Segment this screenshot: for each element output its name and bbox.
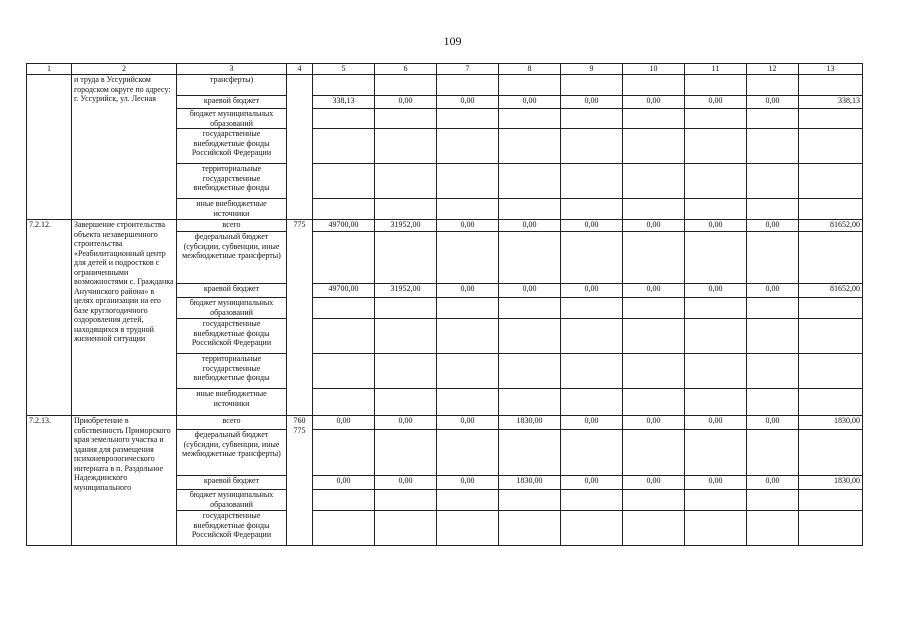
value-cell: 0,00 (685, 96, 747, 109)
value-cell (375, 430, 437, 476)
value-cell (437, 354, 499, 389)
col-header: 4 (287, 64, 313, 75)
value-cell (437, 490, 499, 511)
value-cell (799, 129, 863, 164)
value-cell (685, 298, 747, 319)
value-cell (375, 511, 437, 546)
value-cell (437, 511, 499, 546)
value-cell (747, 199, 799, 220)
value-cell (437, 430, 499, 476)
value-cell: 1830,00 (799, 476, 863, 490)
value-cell: 49700,00 (313, 220, 375, 232)
budget-table (26, 63, 863, 546)
value-cell (685, 490, 747, 511)
funding-source: бюджет муниципальных образований (177, 490, 287, 511)
value-cell (623, 430, 685, 476)
value-cell: 0,00 (561, 284, 623, 298)
table-row (27, 416, 863, 430)
value-cell (685, 164, 747, 199)
value-cell (799, 319, 863, 354)
value-cell (375, 129, 437, 164)
value-cell (623, 164, 685, 199)
value-cell: 0,00 (313, 476, 375, 490)
value-cell (799, 199, 863, 220)
grbs-code (287, 75, 313, 220)
value-cell: 0,00 (623, 284, 685, 298)
value-cell (623, 109, 685, 129)
value-cell (437, 232, 499, 284)
value-cell (623, 298, 685, 319)
value-cell: 0,00 (499, 220, 561, 232)
value-cell (375, 389, 437, 416)
value-cell: 0,00 (375, 416, 437, 430)
value-cell (313, 75, 375, 96)
value-cell: 0,00 (437, 476, 499, 490)
col-header: 9 (561, 64, 623, 75)
value-cell (561, 511, 623, 546)
value-cell: 31952,00 (375, 284, 437, 298)
col-header: 6 (375, 64, 437, 75)
value-cell (437, 75, 499, 96)
header-row (27, 64, 863, 75)
funding-source: всего (177, 416, 287, 430)
value-cell (313, 199, 375, 220)
funding-source: федеральный бюджет (субсидии, субвенции, иные межбюджетные трансферты) (177, 430, 287, 476)
value-cell: 1830,00 (499, 416, 561, 430)
value-cell (499, 511, 561, 546)
value-cell (499, 389, 561, 416)
value-cell: 0,00 (685, 416, 747, 430)
value-cell: 1830,00 (799, 416, 863, 430)
value-cell (799, 430, 863, 476)
value-cell (623, 232, 685, 284)
value-cell (375, 109, 437, 129)
value-cell (747, 319, 799, 354)
value-cell (747, 389, 799, 416)
value-cell (313, 430, 375, 476)
value-cell (499, 129, 561, 164)
value-cell (313, 129, 375, 164)
value-cell: 0,00 (437, 220, 499, 232)
value-cell (499, 490, 561, 511)
section-code: 7.2.12. (27, 220, 72, 416)
funding-source: трансферты) (177, 75, 287, 96)
value-cell (313, 490, 375, 511)
value-cell (561, 354, 623, 389)
value-cell: 0,00 (685, 220, 747, 232)
value-cell (375, 232, 437, 284)
funding-source: государственные внебюджетные фонды Российской Федерации (177, 319, 287, 354)
value-cell (499, 298, 561, 319)
value-cell (375, 164, 437, 199)
value-cell: 0,00 (747, 416, 799, 430)
value-cell: 0,00 (375, 96, 437, 109)
value-cell (561, 389, 623, 416)
table-body (27, 75, 863, 546)
section-description: Приобретение в собственность Приморского края земельного участка и здания для размещения психоневрологического интерната в п. Раздольное Надеждинского муниципального (72, 416, 177, 546)
value-cell (561, 490, 623, 511)
value-cell: 31952,00 (375, 220, 437, 232)
value-cell: 0,00 (561, 96, 623, 109)
funding-source: краевой бюджет (177, 476, 287, 490)
value-cell (747, 75, 799, 96)
value-cell (747, 164, 799, 199)
value-cell (313, 164, 375, 199)
value-cell (799, 490, 863, 511)
funding-source: федеральный бюджет (субсидии, субвенции, иные межбюджетные трансферты) (177, 232, 287, 284)
value-cell (437, 109, 499, 129)
value-cell (313, 354, 375, 389)
value-cell (623, 129, 685, 164)
value-cell (623, 490, 685, 511)
value-cell (685, 109, 747, 129)
funding-source: иные внебюджетные источники (177, 389, 287, 416)
value-cell: 0,00 (747, 220, 799, 232)
value-cell: 0,00 (685, 476, 747, 490)
value-cell (685, 129, 747, 164)
value-cell (623, 75, 685, 96)
value-cell (375, 298, 437, 319)
col-header: 10 (623, 64, 685, 75)
value-cell: 0,00 (561, 476, 623, 490)
value-cell (799, 164, 863, 199)
value-cell (747, 298, 799, 319)
value-cell: 338,13 (313, 96, 375, 109)
value-cell (799, 511, 863, 546)
funding-source: территориальные государственные внебюджетные фонды (177, 164, 287, 199)
table-row (27, 220, 863, 232)
value-cell (561, 129, 623, 164)
value-cell (499, 319, 561, 354)
funding-source: краевой бюджет (177, 96, 287, 109)
value-cell: 81652,00 (799, 284, 863, 298)
value-cell (437, 389, 499, 416)
value-cell (561, 319, 623, 354)
col-header: 7 (437, 64, 499, 75)
value-cell (499, 199, 561, 220)
value-cell (623, 319, 685, 354)
value-cell: 81652,00 (799, 220, 863, 232)
value-cell (561, 298, 623, 319)
value-cell (685, 430, 747, 476)
funding-source: бюджет муниципальных образований (177, 109, 287, 129)
value-cell (747, 232, 799, 284)
value-cell (799, 354, 863, 389)
value-cell (799, 109, 863, 129)
value-cell (561, 232, 623, 284)
value-cell (437, 129, 499, 164)
value-cell (313, 319, 375, 354)
section-description: Завершение строительства объекта незавершенного строительства «Реабилитационный центр для детей и подростков с ограниченными возможностями с. Гражданка Анучинского района» в целях организации на его базе круглогодичного оздоровления детей, находящихся в трудной жизненной ситуации (72, 220, 177, 416)
page-number: 109 (443, 34, 462, 48)
value-cell (799, 298, 863, 319)
col-header: 13 (799, 64, 863, 75)
value-cell (375, 75, 437, 96)
value-cell: 0,00 (623, 416, 685, 430)
value-cell (313, 298, 375, 319)
table-row (27, 75, 863, 96)
value-cell (437, 319, 499, 354)
value-cell: 0,00 (685, 284, 747, 298)
value-cell (747, 129, 799, 164)
value-cell (623, 511, 685, 546)
value-cell (437, 164, 499, 199)
value-cell (437, 298, 499, 319)
value-cell: 0,00 (437, 96, 499, 109)
grbs-code: 775 (287, 220, 313, 416)
value-cell (561, 199, 623, 220)
section-description: и труда в Уссурийском городском округе по адресу: г. Уссурийск, ул. Лесная (72, 75, 177, 220)
value-cell (499, 354, 561, 389)
value-cell: 0,00 (561, 416, 623, 430)
col-header: 12 (747, 64, 799, 75)
funding-source: территориальные государственные внебюджетные фонды (177, 354, 287, 389)
funding-source: государственные внебюджетные фонды Российской Федерации (177, 511, 287, 546)
col-header: 1 (27, 64, 72, 75)
funding-source: бюджет муниципальных образований (177, 298, 287, 319)
value-cell (685, 354, 747, 389)
value-cell (685, 389, 747, 416)
value-cell (313, 109, 375, 129)
value-cell: 0,00 (623, 220, 685, 232)
value-cell (375, 199, 437, 220)
value-cell (313, 389, 375, 416)
value-cell: 0,00 (437, 416, 499, 430)
grbs-code: 760 775 (287, 416, 313, 546)
section-code (27, 75, 72, 220)
value-cell: 0,00 (437, 284, 499, 298)
col-header: 11 (685, 64, 747, 75)
value-cell (747, 109, 799, 129)
value-cell: 0,00 (313, 416, 375, 430)
value-cell (799, 75, 863, 96)
value-cell (747, 511, 799, 546)
value-cell: 0,00 (623, 96, 685, 109)
value-cell (499, 232, 561, 284)
funding-source: всего (177, 220, 287, 232)
value-cell (685, 319, 747, 354)
value-cell (561, 75, 623, 96)
value-cell (799, 232, 863, 284)
funding-source: иные внебюджетные источники (177, 199, 287, 220)
value-cell: 0,00 (747, 476, 799, 490)
col-header: 2 (72, 64, 177, 75)
value-cell (375, 354, 437, 389)
value-cell (623, 199, 685, 220)
value-cell (499, 75, 561, 96)
value-cell: 0,00 (499, 96, 561, 109)
value-cell (375, 319, 437, 354)
value-cell: 0,00 (375, 476, 437, 490)
value-cell (623, 389, 685, 416)
value-cell (799, 389, 863, 416)
value-cell (685, 232, 747, 284)
value-cell (561, 164, 623, 199)
col-header: 8 (499, 64, 561, 75)
value-cell (499, 164, 561, 199)
value-cell (375, 490, 437, 511)
value-cell (499, 109, 561, 129)
value-cell: 0,00 (747, 284, 799, 298)
col-header: 5 (313, 64, 375, 75)
value-cell (685, 199, 747, 220)
value-cell (313, 511, 375, 546)
value-cell (437, 199, 499, 220)
value-cell (747, 430, 799, 476)
section-code: 7.2.13. (27, 416, 72, 546)
value-cell: 49700,00 (313, 284, 375, 298)
value-cell (313, 232, 375, 284)
value-cell: 0,00 (561, 220, 623, 232)
funding-source: краевой бюджет (177, 284, 287, 298)
value-cell (499, 430, 561, 476)
value-cell (747, 354, 799, 389)
value-cell (685, 511, 747, 546)
value-cell (561, 109, 623, 129)
value-cell: 1830,00 (499, 476, 561, 490)
value-cell: 0,00 (499, 284, 561, 298)
col-header: 3 (177, 64, 287, 75)
funding-source: государственные внебюджетные фонды Российской Федерации (177, 129, 287, 164)
value-cell (685, 75, 747, 96)
value-cell: 0,00 (623, 476, 685, 490)
value-cell (747, 490, 799, 511)
value-cell (561, 430, 623, 476)
value-cell: 338,13 (799, 96, 863, 109)
value-cell (623, 354, 685, 389)
value-cell: 0,00 (747, 96, 799, 109)
